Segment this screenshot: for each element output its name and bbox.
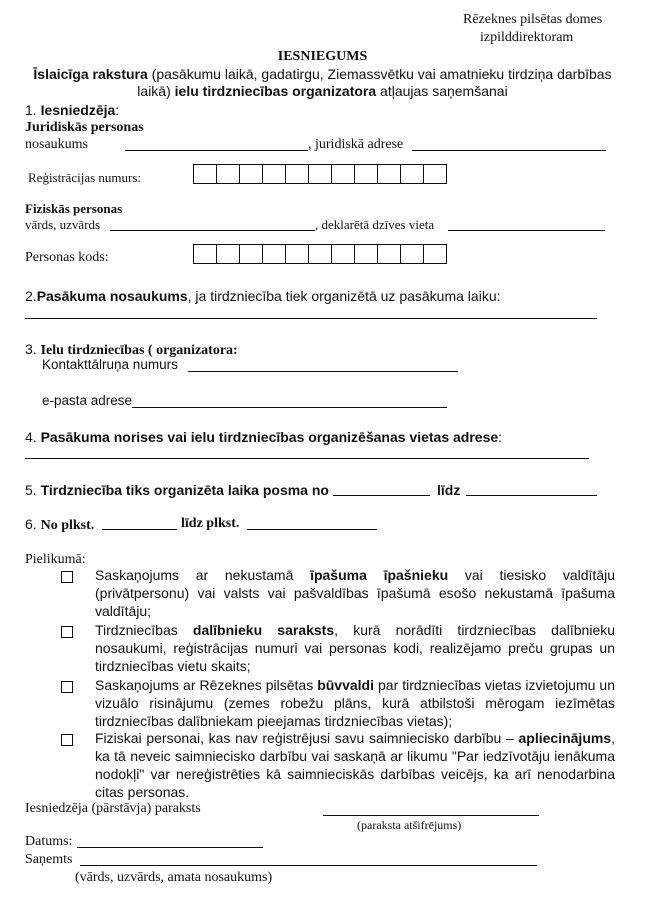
section-2-bold: Pasākuma nosaukums: [36, 288, 188, 304]
signature-label: Iesniedzēja (pārstāvja) paraksts: [25, 801, 201, 816]
fullname-label: vārds, uzvārds: [25, 217, 101, 232]
personal-code-label: Personas kods:: [25, 250, 109, 265]
section-6-until-label: līdz plkst.: [181, 516, 240, 531]
legal-address-field[interactable]: [412, 150, 606, 151]
location-address-field[interactable]: [25, 458, 589, 459]
registration-number-boxes[interactable]: [193, 164, 447, 184]
period-from-field[interactable]: [333, 495, 430, 496]
signature-field[interactable]: [323, 815, 539, 816]
section-6-heading: [25, 516, 94, 534]
legal-persons-heading: Juridiskās personas: [25, 120, 144, 135]
event-name-field[interactable]: [25, 318, 597, 319]
name-label: nosaukums: [25, 137, 88, 152]
received-field[interactable]: [80, 865, 537, 866]
attachment-item-1: Saskaņojums ar nekustamā īpašuma īpašnieku vai tiesisko valdītāju (privātpersonu) vai valsts vai pašvaldības īpašumā esošo nekustamā īpašuma valdītāju;: [95, 567, 615, 619]
section-1-number: 1.: [25, 102, 41, 118]
section-1-heading: [25, 102, 119, 118]
section-1-colon: :: [115, 102, 120, 118]
attachment-checkbox-3[interactable]: [61, 681, 73, 693]
fullname-field[interactable]: [110, 230, 315, 231]
recipient-line-1: Rēzeknes pilsētas domes: [463, 12, 603, 27]
section-2-text: , ja tirdzniecība tiek organizētā uz pasākuma laiku:: [187, 288, 501, 304]
subtitle-bold-2: ielu tirdzniecības organizatora: [174, 83, 377, 99]
subtitle-text-1: (pasākumu laikā, gadatirgu, Ziemassvētku vai amatnieku tirdziņa darbības: [147, 66, 612, 82]
name-field[interactable]: [125, 150, 308, 151]
attachment-checkbox-2[interactable]: [61, 626, 73, 638]
legal-address-label: , juridiskā adrese: [308, 137, 404, 152]
time-from-field[interactable]: [102, 529, 177, 530]
subtitle-line-2: [0, 83, 645, 99]
residence-field[interactable]: [448, 230, 605, 231]
period-until-label: līdz: [437, 482, 461, 498]
attachment-item-4: Fiziskai personai, kas nav reģistrējusi savu saimniecisko darbību – apliecinājums, ka tā neveic saimniecisko darbību vai saskaņā ar likumu "Par iedzīvotāju ienākuma nodokļi" var nereģistrēties kā saimnieciskās darbības veicējs, ka arī nenodarbina citas personas.: [95, 730, 615, 800]
section-5-number: 5.: [25, 482, 41, 498]
attachment-item-2: Tirdzniecības dalībnieku saraksts, kurā norādīti tirdzniecības dalībnieku nosaukumi, reģistrācijas numuri vai personas kodi, realizējamo preču grupas un tirdzniecības vietu skaits;: [95, 622, 616, 674]
section-4-heading: [25, 429, 502, 445]
section-6-from-label: No plkst.: [40, 518, 95, 533]
section-4-bold: Pasākuma norises vai ielu tirdzniecības organizēšanas vietas adrese: [40, 429, 499, 445]
date-field[interactable]: [77, 847, 263, 848]
phone-label: Kontakttālruņa numurs: [42, 357, 178, 372]
subtitle-text-2: laikā): [137, 83, 175, 99]
section-2-heading: [25, 288, 501, 304]
document-title: IESNIEGUMS: [277, 49, 368, 64]
period-until-field[interactable]: [466, 495, 597, 496]
section-2-number: 2.: [25, 288, 37, 304]
section-6-number: 6.: [25, 516, 41, 532]
date-label: Datums:: [25, 834, 73, 849]
signature-caption: (paraksta atšifrējums): [357, 818, 462, 832]
section-1-label: Iesniedzēja: [40, 102, 116, 118]
phone-field[interactable]: [188, 371, 458, 372]
subtitle-bold-1: Īslaicīga rakstura: [33, 66, 148, 82]
received-label: Saņemts: [25, 852, 73, 867]
section-4-number: 4.: [25, 429, 41, 445]
section-3-bold: Ielu tirdzniecības ( organizatora:: [40, 343, 238, 358]
email-field[interactable]: [132, 407, 447, 408]
subtitle-line-1: [0, 66, 645, 82]
attachment-item-3: Saskaņojums ar Rēzeknes pilsētas būvvaldi par tirdzniecības vietas izvietojumu un vizuālo risinājumu (zemes robežu plāns, kurā atbilstoši mērogam iezīmētas tirdzniecības dalībniekam pieejamas tirdzniecības vietas);: [95, 677, 615, 729]
natural-persons-heading: Fiziskās personas: [25, 201, 123, 216]
section-4-colon: :: [498, 429, 503, 445]
time-until-field[interactable]: [247, 529, 377, 530]
section-5-bold: Tirdzniecība tiks organizēta laika posma no: [40, 482, 329, 498]
subtitle-text-3: atļaujas saņemšanai: [376, 83, 508, 99]
section-5-heading: [25, 482, 329, 498]
attachment-checkbox-4[interactable]: [61, 734, 73, 746]
residence-label: , deklarētā dzīves vieta: [315, 217, 435, 232]
attachment-checkbox-1[interactable]: [61, 571, 73, 583]
email-label: e-pasta adrese: [42, 393, 133, 408]
attachments-heading: Pielikumā:: [25, 552, 86, 567]
registration-number-label: Reģistrācijas numurs:: [28, 170, 142, 185]
section-3-number: 3.: [25, 341, 41, 357]
received-caption: (vārds, uzvārds, amata nosaukums): [75, 870, 273, 885]
personal-code-boxes[interactable]: [193, 244, 447, 264]
recipient-line-2: izpilddirektoram: [480, 30, 574, 45]
